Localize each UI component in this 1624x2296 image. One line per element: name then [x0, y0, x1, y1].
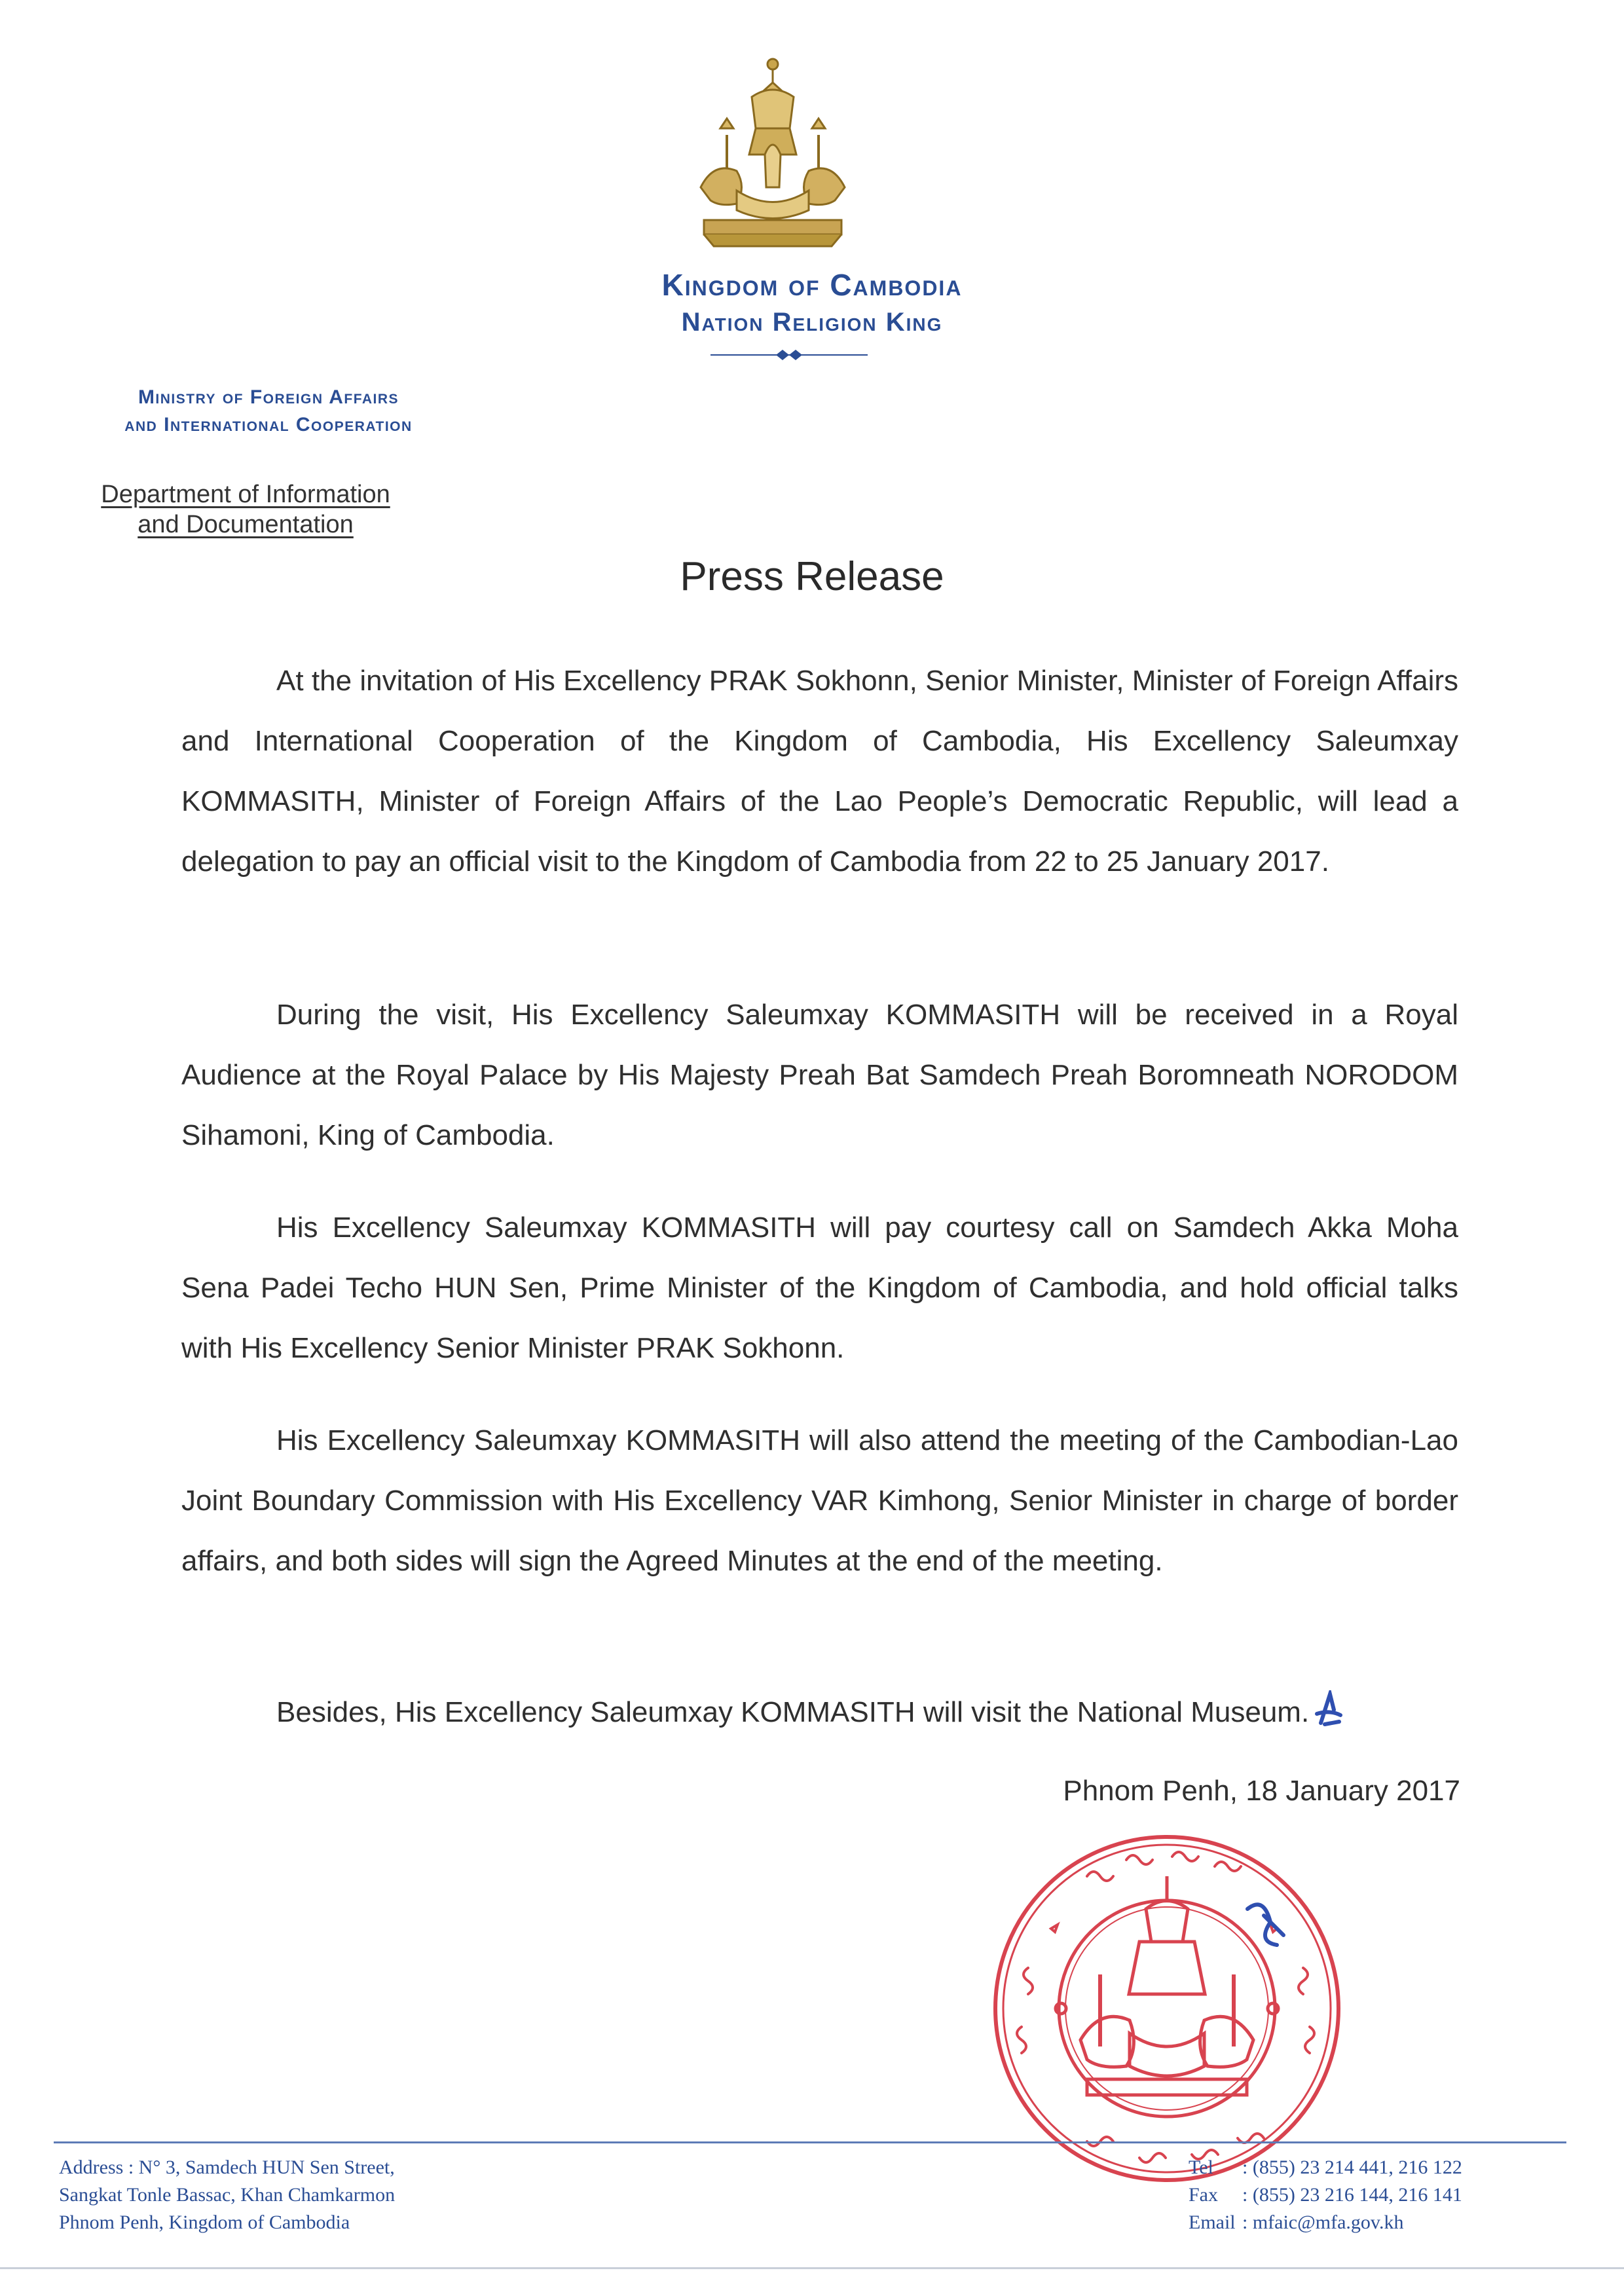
footer-fax [1189, 2182, 1462, 2208]
final-paragraph-text: Besides, His Excellency Saleumxay KOMMASITH will visit the National Museum. [276, 1696, 1310, 1728]
fax-label: Fax [1189, 2184, 1218, 2206]
motto-ornament [710, 347, 868, 363]
body-paragraph: His Excellency Saleumxay KOMMASITH will pay courtesy call on Samdech Akka Moha Sena Padei Techo HUN Sen, Prime Minister of the Kingdom of Cambodia, and hold official talks with His Excellency Senior Minister PRAK Sokhonn. [181, 1212, 1458, 1364]
page-bottom-edge [0, 2267, 1624, 2269]
ministry-name-line2: and International Cooperation [124, 414, 413, 435]
footer-divider [54, 2141, 1566, 2143]
place-and-date: Phnom Penh, 18 January 2017 [1063, 1775, 1460, 1807]
body-paragraph-final [181, 1682, 1458, 1743]
document-title: Press Release [680, 554, 944, 599]
email-label: Email [1189, 2212, 1236, 2233]
body-paragraph: At the invitation of His Excellency PRAK Sokhonn, Senior Minister, Minister of Foreign Affairs and International Cooperation of the Kingdom of Cambodia, His Excellency Saleumxay KOMMASITH, Minister of Foreign Affairs of the Lao People’s Democratic Republic, will lead a delegation to pay an official visit to the Kingdom of Cambodia from 22 to 25 January 2017. [181, 665, 1458, 878]
footer-address-line1: Address : N° 3, Samdech HUN Sen Street, [59, 2157, 395, 2178]
country-name: Kingdom of Cambodia [661, 268, 963, 302]
fax-value: : (855) 23 216 144, 216 141 [1242, 2184, 1462, 2206]
tel-value: : (855) 23 214 441, 216 122 [1242, 2157, 1462, 2178]
body-paragraph: His Excellency Saleumxay KOMMASITH will also attend the meeting of the Cambodian-Lao Joint Boundary Commission with His Excellency VAR Kimhong, Senior Minister in charge of border affairs, and both sides will sign the Agreed Minutes at the end of the meeting. [181, 1424, 1458, 1577]
royal-arms-emblem [674, 56, 871, 253]
footer-address-line2: Sangkat Tonle Bassac, Khan Chamkarmon [59, 2184, 396, 2206]
footer-email [1189, 2210, 1403, 2236]
email-value: : mfaic@mfa.gov.kh [1242, 2212, 1404, 2233]
national-motto: Nation Religion King [681, 308, 943, 337]
tel-label: Tel [1189, 2157, 1213, 2178]
ministry-name-line1: Ministry of Foreign Affairs [138, 386, 399, 408]
handwritten-initial-mark [1312, 1690, 1344, 1727]
body-paragraph: During the visit, His Excellency Saleumxay KOMMASITH will be received in a Royal Audience at the Royal Palace by His Majesty Preah Bat Samdech Preah Boromneath NORODOM Sihamoni, King of Cambodia. [181, 999, 1458, 1151]
department-name-line1: Department of Information [101, 481, 390, 508]
department-name-line2: and Documentation [138, 511, 354, 538]
footer-telephone [1189, 2155, 1462, 2181]
footer-address-line3: Phnom Penh, Kingdom of Cambodia [59, 2212, 350, 2233]
ministry-official-seal [989, 1830, 1346, 2187]
